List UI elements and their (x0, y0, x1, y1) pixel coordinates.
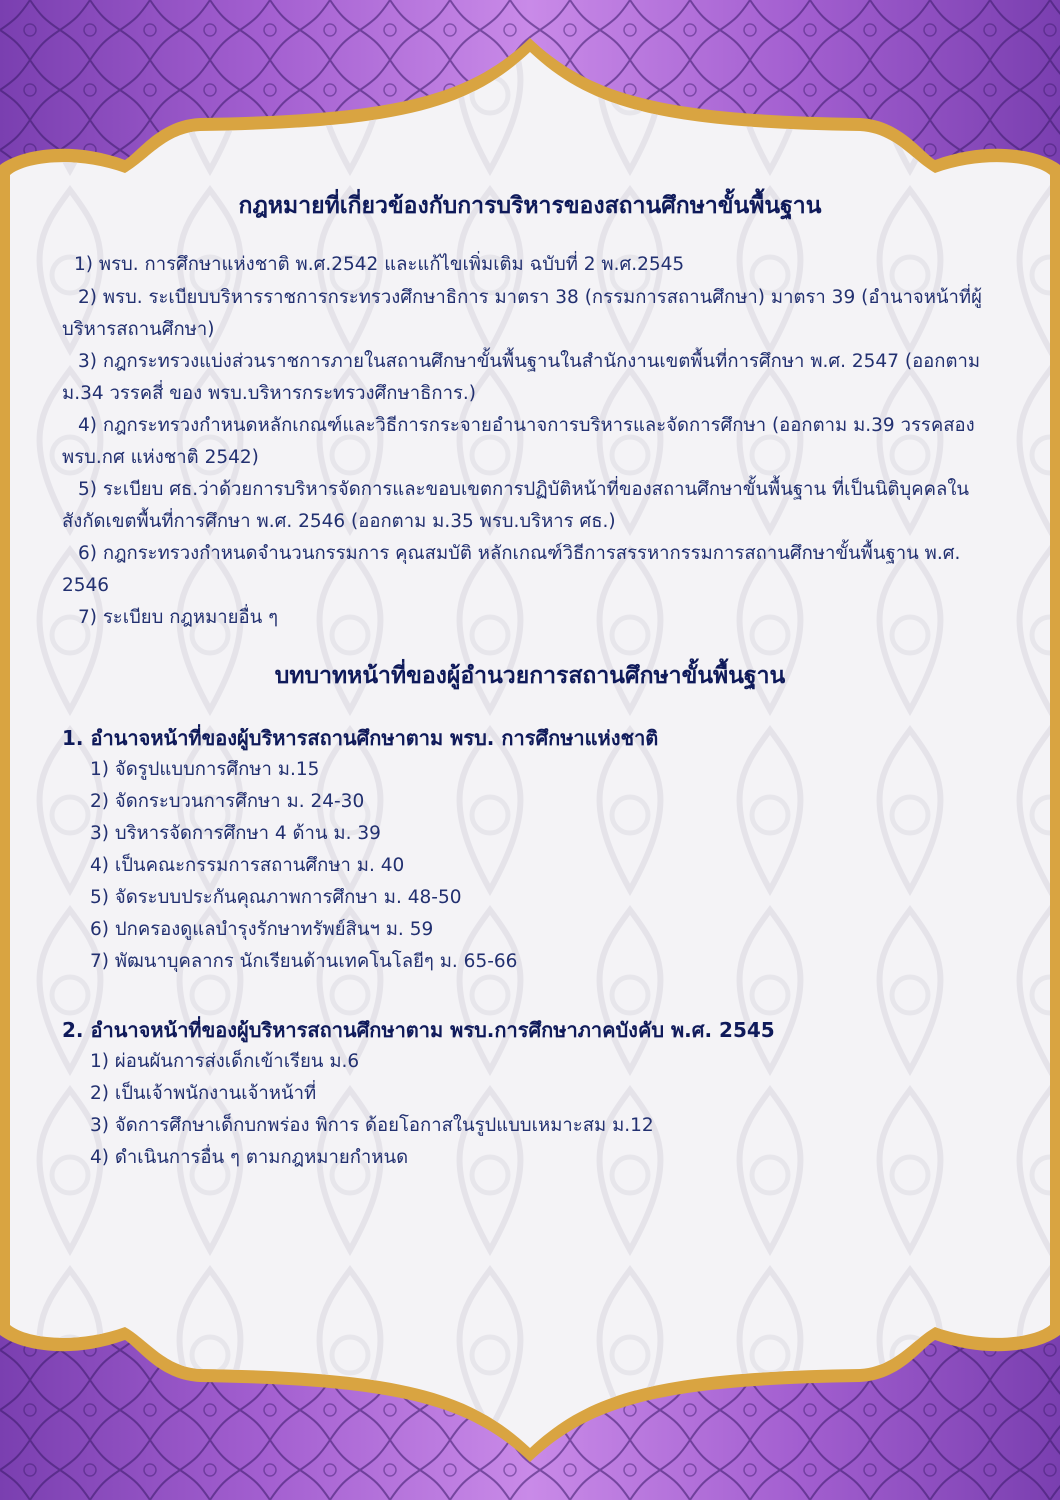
roles-heading: บทบาทหน้าที่ของผู้อำนวยการสถานศึกษาขั้นพื้นฐาน (274, 663, 786, 689)
section1-item-3: 3) บริหารจัดการศึกษา 4 ด้าน ม. 39 (90, 823, 381, 844)
law-item-3: 3) กฎกระทรวงแบ่งส่วนราชการภายในสถานศึกษาขั้นพื้นฐานในสำนักงานเขตพื้นที่การศึกษา พ.ศ. 2547 (ออกตาม ม.34 วรรคสี่ ของ พรบ.บริหารกระทรวงศึกษาธิการ.) (62, 351, 981, 404)
section1-item-4: 4) เป็นคณะกรรมการสถานศึกษา ม. 40 (90, 855, 405, 876)
law-item-5: 5) ระเบียบ ศธ.ว่าด้วยการบริหารจัดการและขอบเขตการปฏิบัติหน้าที่ของสถานศึกษาขั้นพื้นฐาน ที่เป็นนิติบุคคลในสังกัดเขตพื้นที่การศึกษา พ.ศ. 2546 (ออกตาม ม.35 พรบ.บริหาร ศธ.) (62, 479, 970, 532)
section2-item-1: 1) ผ่อนผันการส่งเด็กเข้าเรียน ม.6 (90, 1051, 360, 1072)
section2-item-4: 4) ดำเนินการอื่น ๆ ตามกฎหมายกำหนด (90, 1147, 409, 1168)
section1-item-7: 7) พัฒนาบุคลากร นักเรียนด้านเทคโนโลยีๆ ม. 65-66 (90, 951, 518, 972)
law-item-4: 4) กฎกระทรวงกำหนดหลักเกณฑ์และวิธีการกระจายอำนาจการบริหารและจัดการศึกษา (ออกตาม ม.39 วรรคสอง พรบ.กศ แห่งชาติ 2542) (62, 415, 975, 468)
law-item-2: 2) พรบ. ระเบียบบริหารราชการกระทรวงศึกษาธิการ มาตรา 38 (กรรมการสถานศึกษา) มาตรา 39 (อำนาจหน้าที่ผู้บริหารสถานศึกษา) (62, 287, 982, 340)
section1-item-5: 5) จัดระบบประกันคุณภาพการศึกษา ม. 48-50 (90, 887, 462, 908)
section2-item-3: 3) จัดการศึกษาเด็กบกพร่อง พิการ ด้อยโอกาสในรูปแบบเหมาะสม ม.12 (90, 1115, 654, 1136)
law-item-7: 7) ระเบียบ กฎหมายอื่น ๆ (78, 607, 279, 628)
section1-item-2: 2) จัดกระบวนการศึกษา ม. 24-30 (90, 791, 365, 812)
law-item-6: 6) กฎกระทรวงกำหนดจำนวนกรรมการ คุณสมบัติ หลักเกณฑ์วิธีการสรรหากรรมการสถานศึกษาขั้นพื้นฐาน พ.ศ. 2546 (62, 543, 961, 596)
section1-item-6: 6) ปกครองดูแลบำรุงรักษาทรัพย์สินฯ ม. 59 (90, 919, 434, 940)
section1-title: 1. อำนาจหน้าที่ของผู้บริหารสถานศึกษาตาม พรบ. การศึกษาแห่งชาติ (62, 726, 659, 750)
laws-heading: กฎหมายที่เกี่ยวข้องกับการบริหารของสถานศึกษาขั้นพื้นฐาน (238, 193, 822, 219)
section1-item-1: 1) จัดรูปแบบการศึกษา ม.15 (90, 759, 320, 780)
section2-title: 2. อำนาจหน้าที่ของผู้บริหารสถานศึกษาตาม พรบ.การศึกษาภาคบังคับ พ.ศ. 2545 (62, 1018, 775, 1042)
section2-item-2: 2) เป็นเจ้าพนักงานเจ้าหน้าที่ (90, 1083, 317, 1104)
law-item-1: 1) พรบ. การศึกษาแห่งชาติ พ.ศ.2542 และแก้ไขเพิ่มเติม ฉบับที่ 2 พ.ศ.2545 (74, 254, 685, 275)
